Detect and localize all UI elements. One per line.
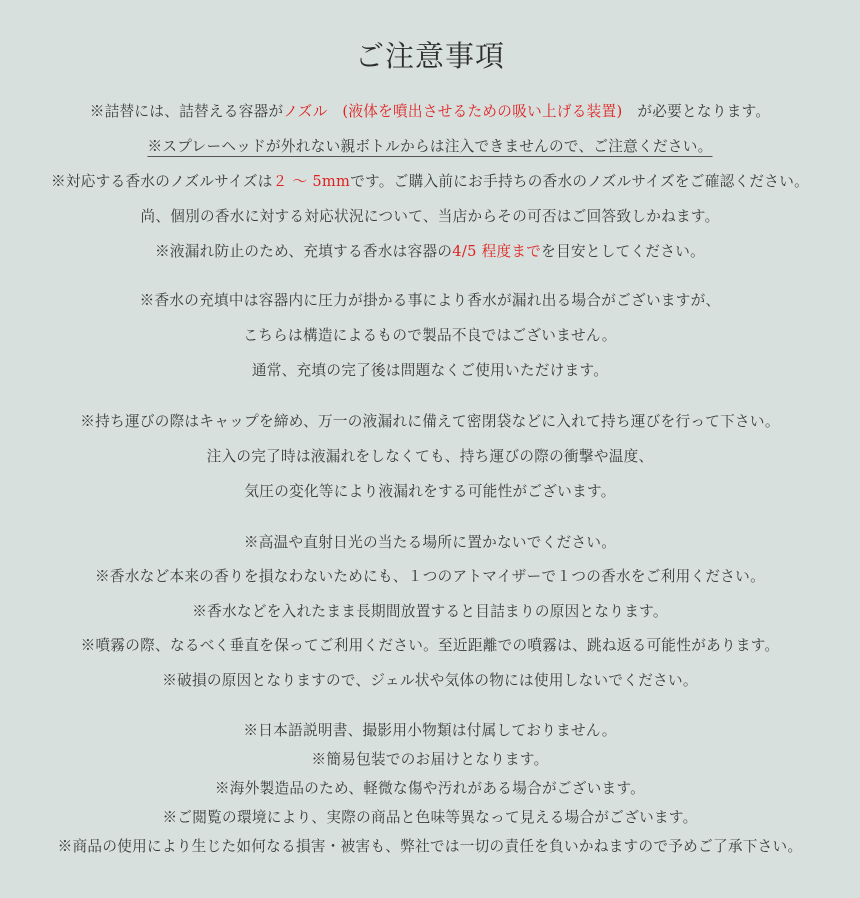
notice-line-pressure: ※香水の充填中は容器内に圧力が掛かる事により香水が漏れ出る場合がございますが、 — [139, 292, 721, 309]
page-title: ご注意事項 — [354, 39, 505, 73]
notice-line-normal-use: 通常、充填の完了後は問題なくご使用いただけます。 — [251, 362, 609, 379]
notice-line-packaging: ※簡易包装でのお届けとなります。 — [311, 751, 549, 768]
notice-line-fill-level — [0, 240, 860, 261]
notice-line-compatibility: 尚、個別の香水に対する対応状況について、当店からその可否はご回答致しかねます。 — [140, 208, 720, 225]
notice-line-nozzle-size — [0, 170, 860, 191]
notice-line-air-pressure: 気圧の変化等により液漏れをする可能性がございます。 — [244, 483, 616, 500]
notice-line-manual: ※日本語説明書、撮影用小物類は付属しておりません。 — [243, 722, 617, 739]
notice-line-color-difference: ※ご閲覧の環境により、実際の商品と色味等異なって見える場合がございます。 — [162, 809, 698, 826]
notice-text: です。ご購入前にお手持ちの香水のノズルサイズをご確認ください。 — [350, 173, 809, 190]
notice-line-one-perfume: ※香水など本来の香りを損なわないためにも、１つのアトマイザーで１つの香水をご利用ください。 — [95, 568, 765, 585]
notice-line-gel-gas: ※破損の原因となりますので、ジェル状や気体の物には使用しないでください。 — [162, 672, 698, 689]
notice-text: ※液漏れ防止のため、充填する香水は容器の — [154, 243, 453, 260]
notice-line-not-defect: こちらは構造によるもので製品不良ではございません。 — [243, 327, 617, 344]
notice-text: ※詰替には、詰替える容器が — [89, 103, 284, 120]
notice-line-carrying: ※持ち運びの際はキャップを締め、万一の液漏れに備えて密閉袋などに入れて持ち運びを行って下さい。 — [80, 413, 780, 430]
notice-line-spray-head — [0, 135, 860, 156]
notice-line-liability: ※商品の使用により生じた如何なる損害・被害も、弊社では一切の責任を負いかねますので予めご了承下さい。 — [57, 838, 803, 855]
notice-text: ※対応する香水のノズルサイズは — [51, 173, 273, 190]
notice-text: が必要となります。 — [622, 103, 771, 120]
notice-emphasis-fill-level: 4/5 程度まで — [452, 243, 542, 260]
notice-line-scratches: ※海外製造品のため、軽微な傷や汚れがある場合がございます。 — [214, 780, 646, 797]
notice-emphasis-nozzle-size: ２ ～ 5mm — [272, 173, 351, 190]
notice-line-impact: 注入の完了時は液漏れをしなくても、持ち運びの際の衝撃や温度、 — [206, 448, 654, 465]
notice-text: を目安としてください。 — [541, 243, 706, 260]
notice-line-storage: ※高温や直射日光の当たる場所に置かないでください。 — [243, 534, 617, 551]
notice-line-spray-angle: ※噴霧の際、なるべく垂直を保ってご利用ください。至近距離での噴霧は、跳ね返る可能性があります。 — [80, 637, 780, 654]
notice-line-clogging: ※香水などを入れたまま長期間放置すると目詰まりの原因となります。 — [192, 603, 668, 620]
notice-line-refill-nozzle — [0, 100, 860, 121]
notice-emphasis-nozzle: ノズル (液体を噴出させるための吸い上げる装置) — [283, 103, 623, 120]
notice-underlined-warning: ※スプレーヘッドが外れない親ボトルからは注入できませんので、ご注意ください。 — [147, 138, 713, 155]
